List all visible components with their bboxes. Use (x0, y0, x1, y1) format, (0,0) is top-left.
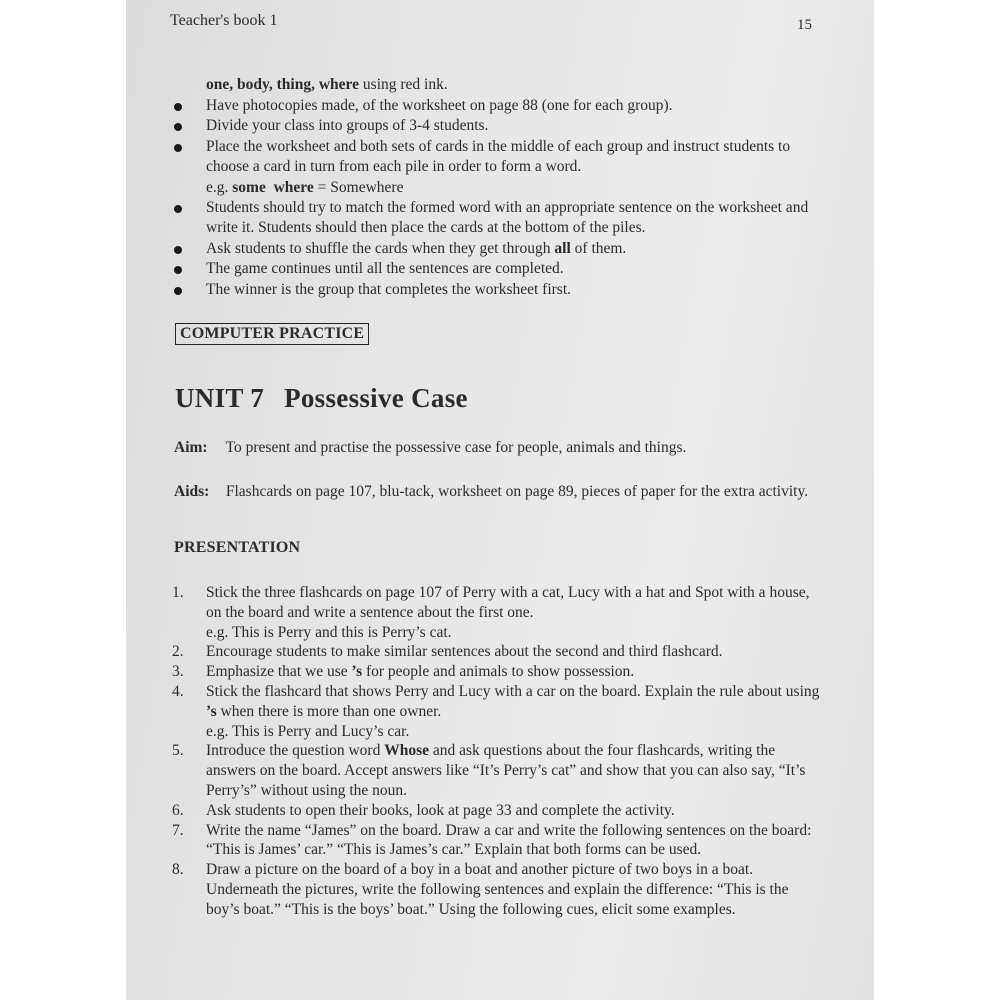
step-item: 4. Stick the flashcard that shows Perry and Lucy with a car on the board. Explain the rule about using ’s when there is more than one owner. e.g. This is Perry and Lucy’s car. (172, 682, 824, 741)
book-page (126, 0, 874, 1000)
page-number: 15 (797, 17, 812, 33)
aids-row (174, 482, 824, 501)
bullet-icon (174, 246, 182, 254)
aim-row (174, 438, 824, 457)
bullet-icon (174, 266, 182, 274)
aids-text: Flashcards on page 107, blu-tack, worksheet on page 89, pieces of paper for the extra activity. (225, 483, 809, 500)
continued-rest: using red ink. (359, 76, 448, 93)
list-item: The game continues until all the sentences are completed. (172, 259, 822, 279)
list-item: Ask students to shuffle the cards when they get through all of them. (172, 239, 822, 259)
list-item: Place the worksheet and both sets of cards in the middle of each group and instruct students to choose a card in turn from each pile in order to form a word. e.g. some where = Somewhere (172, 137, 822, 198)
continued-line (206, 76, 448, 94)
list-item: Students should try to match the formed word with an appropriate sentence on the worksheet and write it. Students should then place the cards at the bottom of the piles. (172, 198, 822, 239)
bullet-icon (174, 123, 182, 131)
aim-text: To present and practise the possessive case for people, animals and things. (225, 439, 687, 456)
aim-label: Aim: (174, 439, 208, 456)
bullet-icon (174, 103, 182, 111)
list-item: Divide your class into groups of 3-4 students. (172, 116, 822, 136)
bullet-icon (174, 144, 182, 152)
example-line: e.g. This is Perry and Lucy’s car. (206, 722, 410, 740)
bullet-icon (174, 205, 182, 213)
step-item: 2. Encourage students to make similar sentences about the second and third flashcard. (172, 643, 723, 661)
list-item: The winner is the group that completes the worksheet first. (172, 280, 822, 300)
step-item: 3. Emphasize that we use ’s for people and animals to show possession. (172, 663, 635, 681)
presentation-steps (172, 583, 824, 920)
step-item: 1. Stick the three flashcards on page 107 of Perry with a cat, Lucy with a hat and Spot with a house, on the board and write a sentence about the first one. e.g. This is Perry and this is Perry’s cat. (172, 583, 824, 642)
step-item: 5. Introduce the question word Whose and ask questions about the four flashcards, writing the answers on the board. Accept answers like “It’s Perry’s cat” and show that you can also say, “It’s Perry’s” without using the noun. (172, 742, 806, 799)
instructions-list (172, 96, 822, 300)
bullet-icon (174, 287, 182, 295)
unit-number: UNIT 7 (175, 383, 265, 413)
continued-bold: one, body, thing, where (206, 76, 360, 93)
aids-label: Aids: (174, 483, 210, 500)
unit-heading (175, 383, 468, 414)
example-line: e.g. some where = Somewhere (206, 178, 404, 196)
unit-title: Possessive Case (284, 383, 468, 413)
step-item: 7. Write the name “James” on the board. Draw a car and write the following sentences on the board: “This is James’ car.” “This is James’s car.” Explain that both forms can be used. (172, 821, 812, 859)
step-item: 8. Draw a picture on the board of a boy in a boat and another picture of two boys in a boat. Underneath the pictures, write the following sentences and explain the difference: “This is the boy’s boat.” “This is the boys’ boat.” Using the following cues, elicit some examples. (172, 861, 789, 918)
example-line: e.g. This is Perry and this is Perry’s cat. (206, 623, 452, 641)
computer-practice-box: COMPUTER PRACTICE (175, 323, 369, 345)
running-header-title: Teacher's book 1 (170, 12, 278, 29)
step-item: 6. Ask students to open their books, look at page 33 and complete the activity. (172, 801, 675, 819)
list-item: Have photocopies made, of the worksheet on page 88 (one for each group). (172, 96, 822, 116)
presentation-heading: PRESENTATION (174, 539, 301, 556)
